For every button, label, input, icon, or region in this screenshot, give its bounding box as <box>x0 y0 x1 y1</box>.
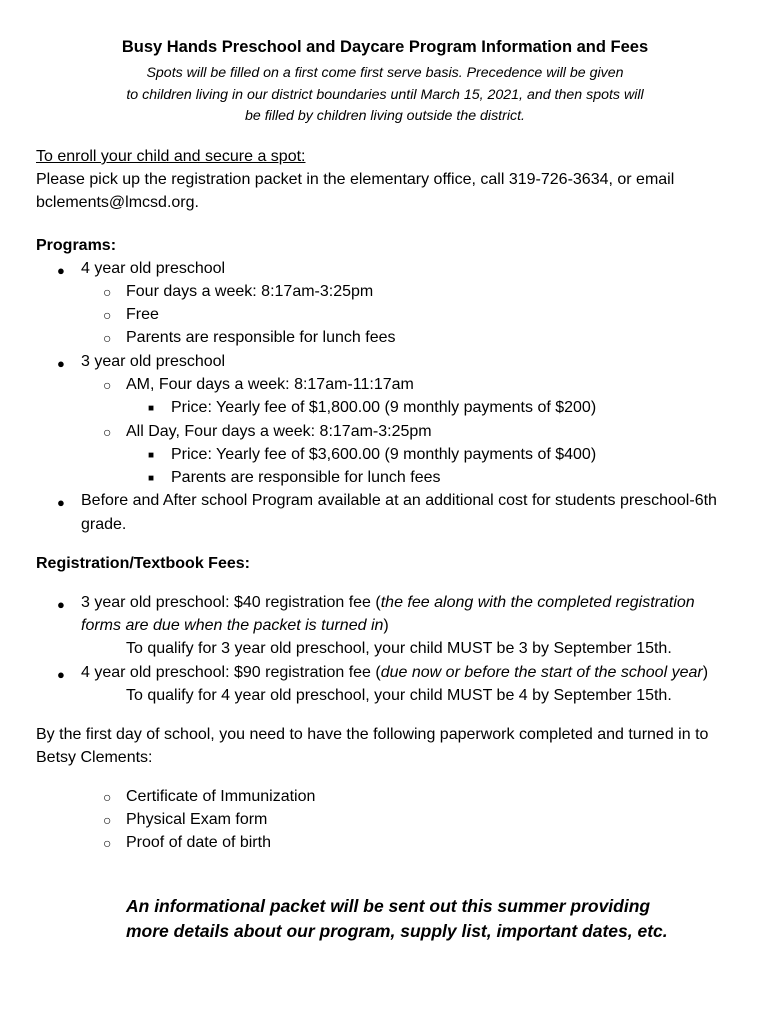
circle-bullet-icon: ○ <box>103 424 112 440</box>
program-3yr-allday-price: Price: Yearly fee of $3,600.00 (9 monthly payments of $400) <box>171 446 597 463</box>
enroll-line-2: bclements@lmcsd.org. <box>36 194 199 211</box>
square-bullet-icon: ■ <box>148 450 155 461</box>
program-4yr-label: 4 year old preschool <box>81 260 226 277</box>
program-4yr-item: Four days a week: 8:17am-3:25pm <box>126 283 374 300</box>
circle-bullet-icon: ○ <box>103 307 112 323</box>
subtitle-line-1: Spots will be filled on a first come first serve basis. Precedence will be given <box>146 65 624 81</box>
circle-bullet-icon: ○ <box>103 789 112 805</box>
fee-3yr-line-1: 3 year old preschool: $40 registration fee (the fee along with the completed registration <box>81 594 695 611</box>
program-3yr-allday: All Day, Four days a week: 8:17am-3:25pm <box>126 423 432 440</box>
before-after-line-2: grade. <box>81 516 127 533</box>
program-3yr-am: AM, Four days a week: 8:17am-11:17am <box>126 376 414 393</box>
paperwork-line-1: By the first day of school, you need to have the following paperwork completed and turned in to <box>36 726 709 743</box>
bullet-icon: ● <box>57 495 65 510</box>
bullet-icon: ● <box>57 356 65 371</box>
subtitle-line-3: be filled by children living outside the district. <box>245 108 525 124</box>
program-3yr-allday-lunch: Parents are responsible for lunch fees <box>171 469 441 486</box>
bullet-icon: ● <box>57 597 65 612</box>
before-after-line-1: Before and After school Program available at an additional cost for students preschool-6th <box>81 492 717 509</box>
closing-line-1: An informational packet will be sent out this summer providing <box>126 896 651 916</box>
fee-3yr-line-2: forms are due when the packet is turned in) <box>81 617 389 634</box>
program-3yr-label: 3 year old preschool <box>81 353 226 370</box>
circle-bullet-icon: ○ <box>103 284 112 300</box>
programs-heading: Programs: <box>36 237 117 254</box>
page-title: Busy Hands Preschool and Daycare Program Information and Fees <box>121 38 649 56</box>
fee-3yr-qualify: To qualify for 3 year old preschool, your child MUST be 3 by September 15th. <box>126 640 672 657</box>
bullet-icon: ● <box>57 667 65 682</box>
program-4yr-item: Parents are responsible for lunch fees <box>126 329 396 346</box>
closing-line-2: more details about our program, supply list, important dates, etc. <box>126 921 668 941</box>
subtitle-line-2: to children living in our district boundaries until March 15, 2021, and then spots will <box>126 87 644 103</box>
circle-bullet-icon: ○ <box>103 835 112 851</box>
program-4yr-item: Free <box>126 306 159 323</box>
square-bullet-icon: ■ <box>148 473 155 484</box>
paperwork-item: Physical Exam form <box>126 811 268 828</box>
square-bullet-icon: ■ <box>148 403 155 414</box>
paperwork-item: Proof of date of birth <box>126 834 271 851</box>
paperwork-line-2: Betsy Clements: <box>36 749 153 766</box>
program-3yr-am-price: Price: Yearly fee of $1,800.00 (9 monthly payments of $200) <box>171 399 597 416</box>
bullet-icon: ● <box>57 263 65 278</box>
circle-bullet-icon: ○ <box>103 377 112 393</box>
fees-heading: Registration/Textbook Fees: <box>36 555 250 572</box>
circle-bullet-icon: ○ <box>103 812 112 828</box>
fee-4yr-qualify: To qualify for 4 year old preschool, your child MUST be 4 by September 15th. <box>126 687 672 704</box>
paperwork-item: Certificate of Immunization <box>126 788 316 805</box>
circle-bullet-icon: ○ <box>103 330 112 346</box>
enroll-line-1: Please pick up the registration packet in the elementary office, call 319-726-3634, or email <box>36 171 675 188</box>
enroll-heading: To enroll your child and secure a spot: <box>36 148 306 165</box>
fee-4yr-line: 4 year old preschool: $90 registration fee (due now or before the start of the school year) <box>81 664 709 681</box>
